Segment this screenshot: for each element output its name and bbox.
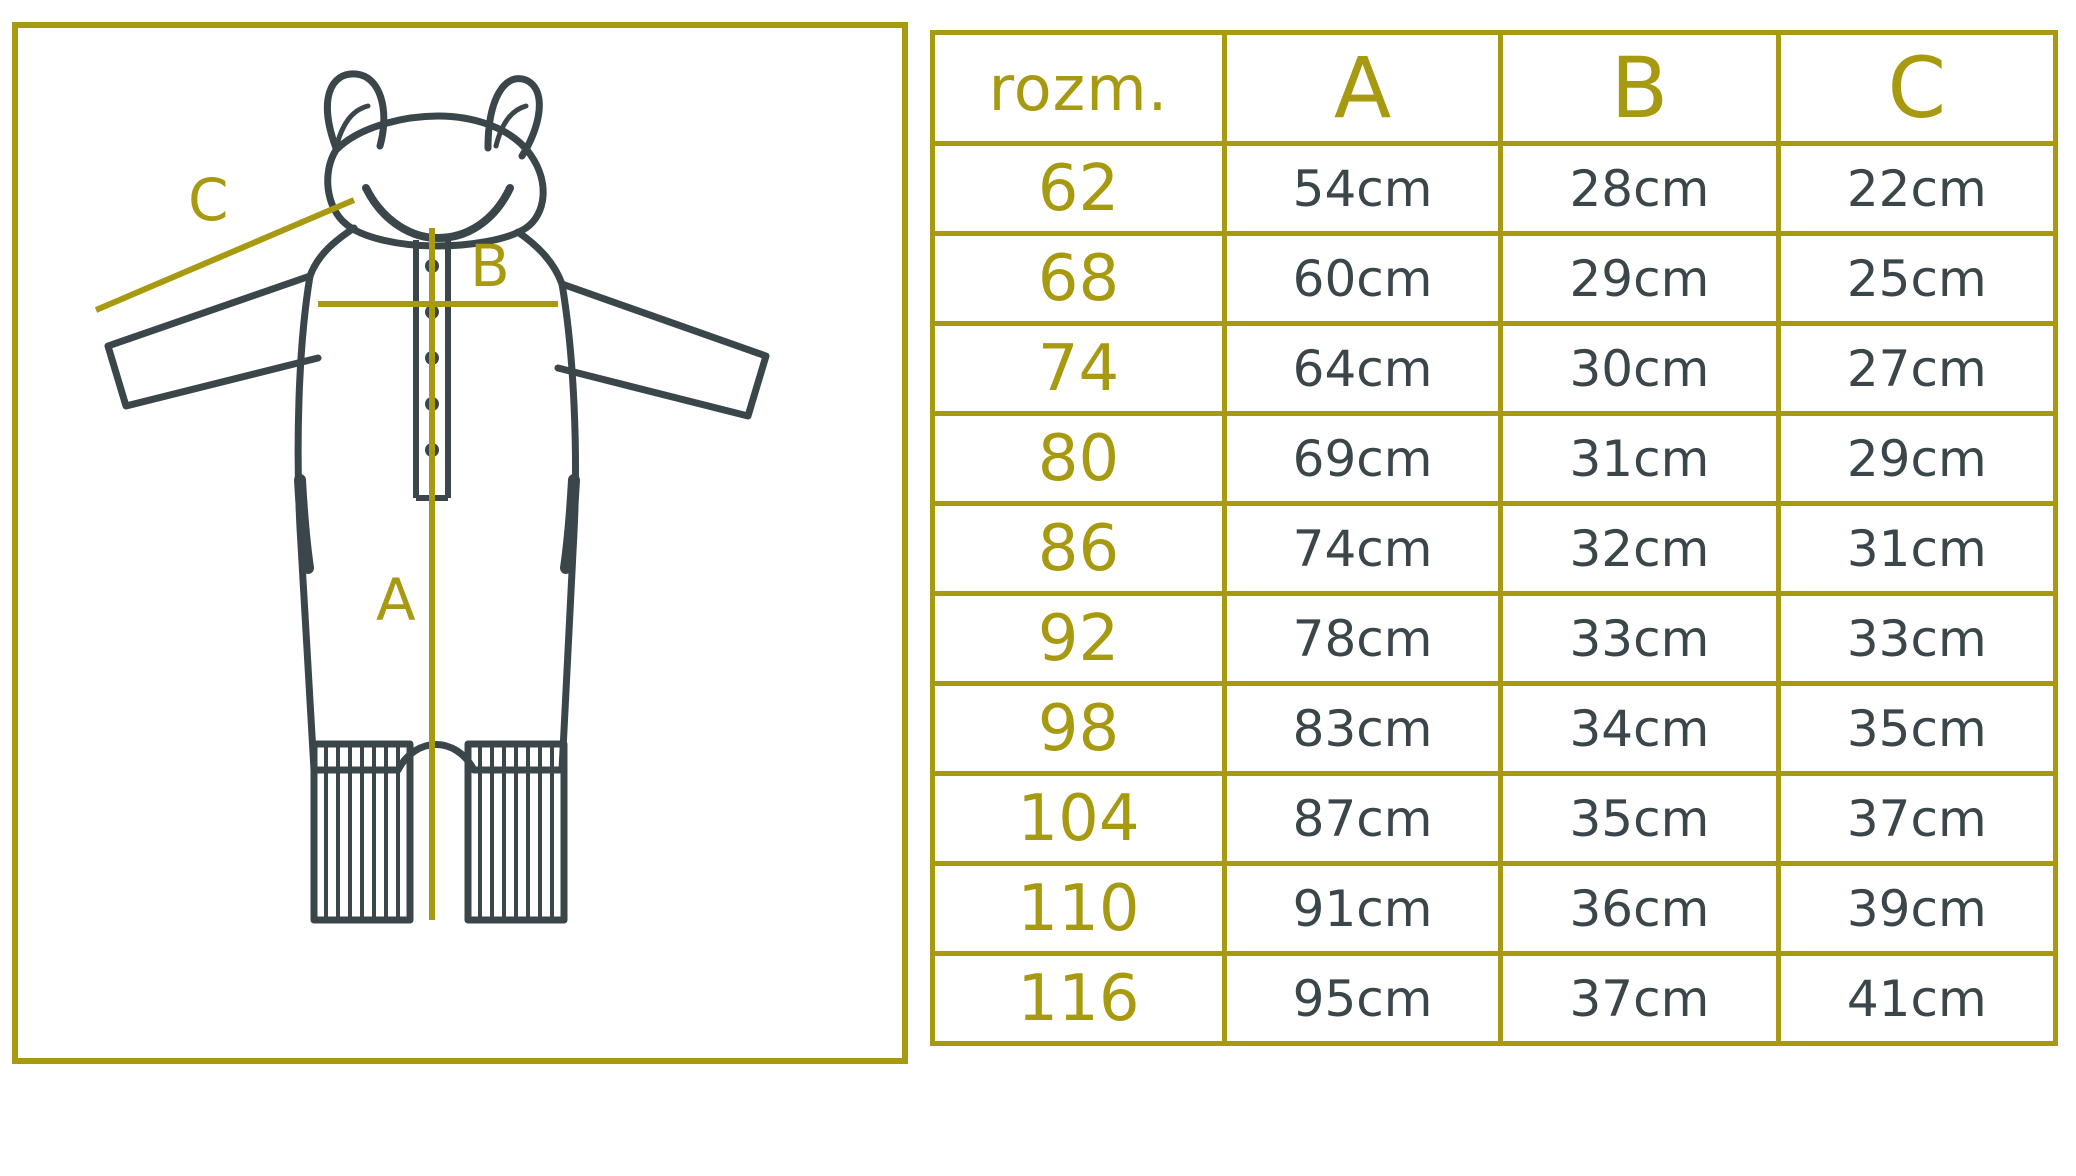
cell-a: 74cm [1224, 504, 1500, 594]
cell-a: 87cm [1224, 774, 1500, 864]
header-a: A [1224, 33, 1500, 144]
table-row [933, 234, 2056, 324]
cell-b: 30cm [1501, 324, 1778, 414]
cell-size: 68 [933, 234, 1225, 324]
cell-a: 91cm [1224, 864, 1500, 954]
label-a: A [376, 566, 416, 634]
header-b: B [1501, 33, 1778, 144]
cell-size: 80 [933, 414, 1225, 504]
cell-b: 34cm [1501, 684, 1778, 774]
cell-a: 78cm [1224, 594, 1500, 684]
cell-size: 110 [933, 864, 1225, 954]
cell-b: 29cm [1501, 234, 1778, 324]
cell-b: 32cm [1501, 504, 1778, 594]
cell-b: 36cm [1501, 864, 1778, 954]
table-row [933, 144, 2056, 234]
cell-c: 27cm [1778, 324, 2055, 414]
cell-size: 74 [933, 324, 1225, 414]
table-row [933, 954, 2056, 1044]
table-row [933, 504, 2056, 594]
table-row [933, 774, 2056, 864]
cell-a: 54cm [1224, 144, 1500, 234]
table-row [933, 594, 2056, 684]
table-header-row [933, 33, 2056, 144]
cell-size: 62 [933, 144, 1225, 234]
size-table [930, 30, 2058, 1046]
cell-b: 37cm [1501, 954, 1778, 1044]
cell-a: 69cm [1224, 414, 1500, 504]
cell-c: 31cm [1778, 504, 2055, 594]
cell-c: 39cm [1778, 864, 2055, 954]
cell-size: 92 [933, 594, 1225, 684]
table-row [933, 684, 2056, 774]
cell-c: 22cm [1778, 144, 2055, 234]
cell-b: 35cm [1501, 774, 1778, 864]
cell-size: 116 [933, 954, 1225, 1044]
cell-c: 41cm [1778, 954, 2055, 1044]
size-table-panel [930, 30, 2058, 1060]
table-row [933, 864, 2056, 954]
label-c: C [188, 166, 229, 234]
header-size: rozm. [933, 33, 1225, 144]
header-c: C [1778, 33, 2055, 144]
cell-c: 33cm [1778, 594, 2055, 684]
cell-c: 29cm [1778, 414, 2055, 504]
cell-c: 37cm [1778, 774, 2055, 864]
cell-a: 83cm [1224, 684, 1500, 774]
cell-a: 95cm [1224, 954, 1500, 1044]
cell-size: 104 [933, 774, 1225, 864]
cell-b: 33cm [1501, 594, 1778, 684]
cell-size: 98 [933, 684, 1225, 774]
table-row [933, 414, 2056, 504]
cell-a: 64cm [1224, 324, 1500, 414]
cell-c: 35cm [1778, 684, 2055, 774]
cell-a: 60cm [1224, 234, 1500, 324]
cell-b: 28cm [1501, 144, 1778, 234]
cell-c: 25cm [1778, 234, 2055, 324]
cell-size: 86 [933, 504, 1225, 594]
label-b: B [470, 232, 510, 300]
diagram-panel [12, 22, 908, 1064]
garment-illustration [18, 28, 902, 1058]
table-row [933, 324, 2056, 414]
cell-b: 31cm [1501, 414, 1778, 504]
